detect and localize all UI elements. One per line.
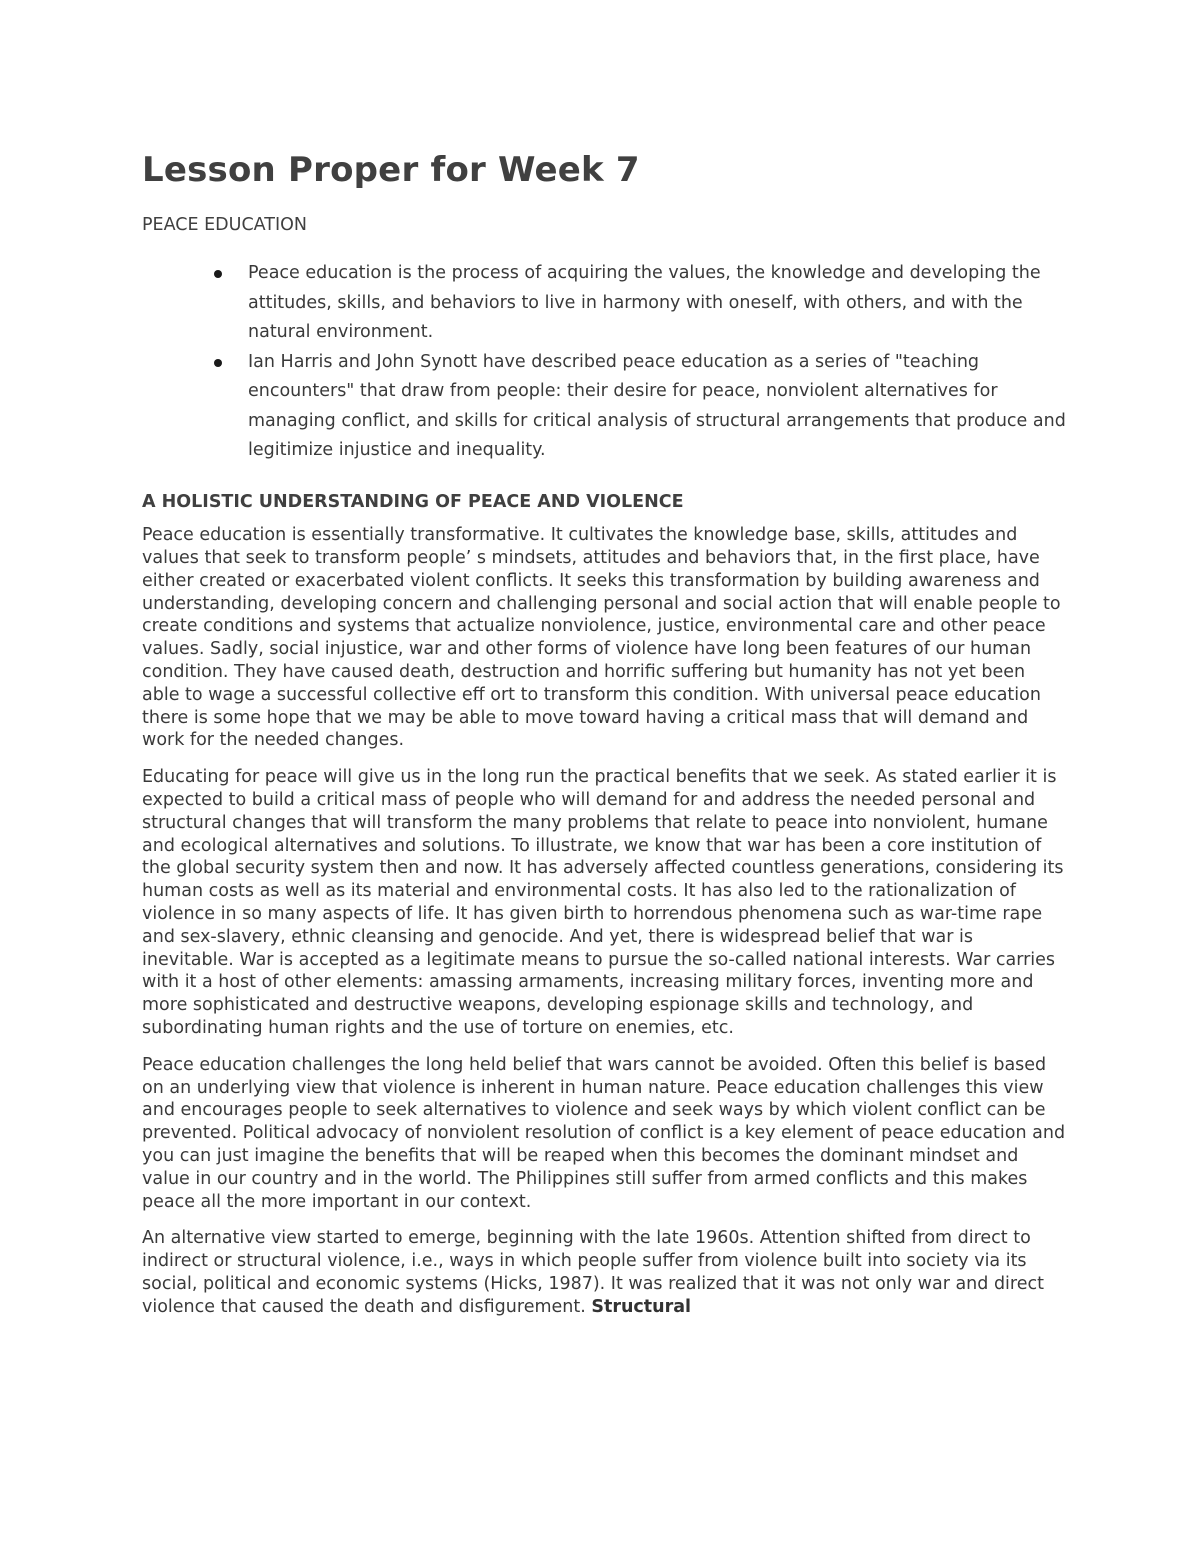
paragraph: Peace education challenges the long held belief that wars cannot be avoided. Often this belief is based on an underlying view that violence is inherent in human nature. Peace education challenges this view and encourages people to seek alternatives to violence and seek ways by which violent conflict can be prevented. Political advocacy of nonviolent resolution of conflict is a key element of peace education and you can just imagine the benefits that will be reaped when this becomes the dominant mindset and value in our country and in the world. The Philippines still suffer from armed conflicts and this makes peace all the more important in our context. [142,1054,1066,1212]
bullet-list [142,259,1067,466]
list-item [248,348,1067,466]
paragraph-last [142,1227,1067,1318]
section-subtitle: PEACE EDUCATION [142,214,308,235]
paragraph: Peace education is essentially transformative. It cultivates the knowledge base, skills, attitudes and values that seek to transform people’ s mindsets, attitudes and behaviors that, in the first place, have either created or exacerbated violent conflicts. It seeks this transformation by building awareness and understanding, developing concern and challenging personal and social action that will enable people to create conditions and systems that actualize nonviolence, justice, environmental care and other peace values. Sadly, social injustice, war and other forms of violence have long been features of our human condition. They have caused death, destruction and horrific suffering but humanity has not yet been able to wage a successful collective eff ort to transform this condition. With universal peace education there is some hope that we may be able to move toward having a critical mass that will demand and work for the needed changes. [142,525,1061,751]
page-title: Lesson Proper for Week 7 [142,150,640,190]
document-page [142,150,1067,1333]
section-heading: A HOLISTIC UNDERSTANDING OF PEACE AND VIOLENCE [142,491,684,512]
bullet-text: Ian Harris and John Synott have described peace education as a series of "teaching encounters" that draw from people: their desire for peace, nonviolent alternatives for managing conflict, and skills for critical analysis of structural arrangements that produce and legitimize injustice and inequality. [248,351,1066,461]
bold-term: Structural [591,1296,692,1317]
paragraph: Educating for peace will give us in the long run the practical benefits that we seek. As stated earlier it is expected to build a critical mass of people who will demand for and address the needed personal and structural changes that will transform the many problems that relate to peace into nonviolent, humane and ecological alternatives and solutions. To illustrate, we know that war has been a core institution of the global security system then and now. It has adversely affected countless generations, considering its human costs as well as its material and environmental costs. It has also led to the rationalization of violence in so many aspects of life. It has given birth to horrendous phenomena such as war-time rape and sex-slavery, ethnic cleansing and genocide. And yet, there is widespread belief that war is inevitable. War is accepted as a legitimate means to pursue the so-called national interests. War carries with it a host of other elements: amassing armaments, increasing military forces, inventing more and more sophisticated and destructive weapons, developing espionage skills and technology, and subordinating human rights and the use of torture on enemies, etc. [142,767,1064,1039]
bullet-icon [214,270,222,278]
bullet-icon [214,359,222,367]
paragraph-text: An alternative view started to emerge, beginning with the late 1960s. Attention shifted from direct to indirect or structural violence, i.e., ways in which people suffer from violence built into society via its social, political and economic systems (Hicks, 1987). It was realized that it was not only war and direct violence that caused the death and disfigurement. [142,1228,1044,1317]
list-item [248,259,1067,348]
bullet-text: Peace education is the process of acquiring the values, the knowledge and developing the attitudes, skills, and behaviors to live in harmony with oneself, with others, and with the natural environment. [248,263,1041,343]
